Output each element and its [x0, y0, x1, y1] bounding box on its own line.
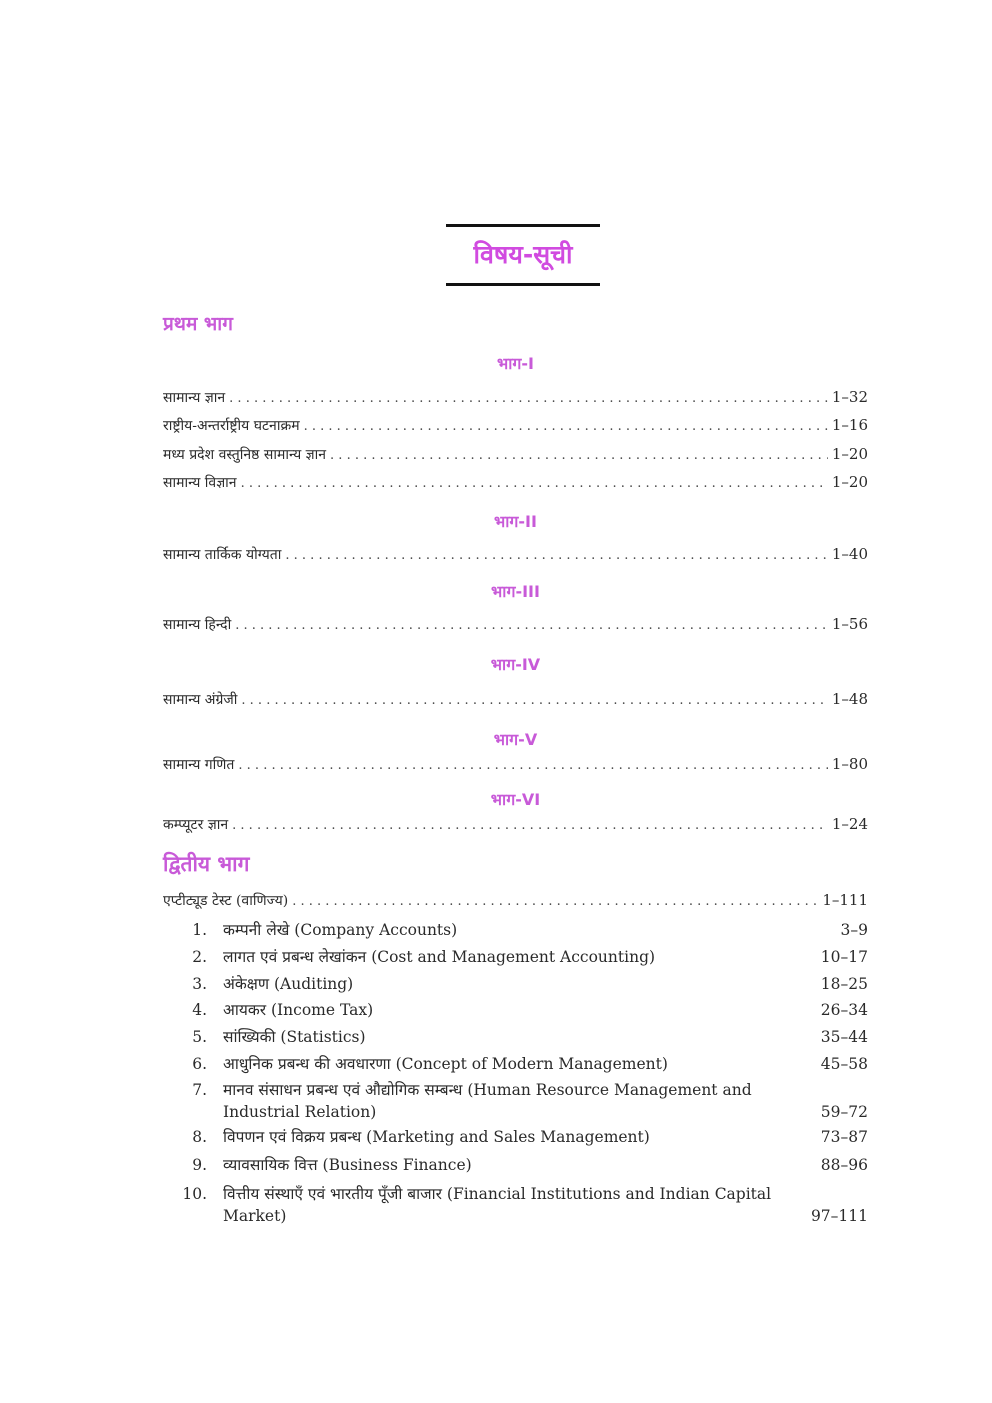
list-item: [163, 1053, 868, 1075]
toc-entry: [163, 386, 868, 410]
entry-label: सामान्य ज्ञान: [163, 390, 226, 406]
item-title: आधुनिक प्रबन्ध की अवधारणा (Concept of Modern Management): [223, 1055, 668, 1073]
entry-label: एप्टीट्यूड टेस्ट (वाणिज्य): [163, 893, 289, 909]
dot-leader: [241, 473, 828, 495]
dot-leader: [330, 445, 828, 467]
item-title: सांख्यिकी (Statistics): [223, 1028, 366, 1046]
dot-leader: [229, 388, 828, 410]
toc-entry: [163, 471, 868, 495]
section-heading-6: भाग-VI: [490, 790, 541, 809]
item-title: वित्तीय संस्थाएँ एवं भारतीय पूँजी बाजार (Financial Institutions and Indian Capital Market): [223, 1185, 772, 1225]
item-pages: 73–87: [820, 1128, 868, 1146]
list-item: [163, 1154, 868, 1176]
dot-leader: [304, 416, 828, 438]
item-title: आयकर (Income Tax): [223, 1001, 374, 1019]
dot-leader: [232, 815, 828, 837]
item-number: 1.: [192, 921, 207, 939]
entry-pages: 1–32: [831, 388, 868, 406]
item-number: 7.: [192, 1081, 207, 1099]
item-pages: 18–25: [820, 975, 868, 993]
toc-page: [163, 0, 868, 1403]
item-pages: 35–44: [820, 1028, 868, 1046]
item-number: 6.: [192, 1055, 207, 1073]
toc-entry: [163, 753, 868, 777]
item-number: 10.: [182, 1185, 207, 1203]
title-bottom-rule: [446, 283, 600, 286]
entry-label: मध्य प्रदेश वस्तुनिष्ठ सामान्य ज्ञान: [163, 447, 327, 463]
dot-leader: [241, 690, 827, 712]
section-heading-4: भाग-IV: [490, 655, 541, 674]
list-item: [163, 946, 868, 968]
item-number: 3.: [192, 975, 207, 993]
list-item: [163, 1183, 868, 1227]
item-pages: 97–111: [810, 1207, 868, 1225]
item-pages: 45–58: [820, 1055, 868, 1073]
item-number: 2.: [192, 948, 207, 966]
item-title: कम्पनी लेखे (Company Accounts): [223, 921, 458, 939]
dot-leader: [235, 615, 828, 637]
section-heading-1: भाग-I: [497, 354, 534, 373]
dot-leader: [238, 755, 827, 777]
item-title: अंकेक्षण (Auditing): [223, 975, 354, 993]
item-pages: 88–96: [820, 1156, 868, 1174]
entry-pages: 1–40: [831, 545, 868, 563]
entry-pages: 1–24: [831, 815, 868, 833]
item-pages: 59–72: [820, 1103, 868, 1121]
entry-label: सामान्य हिन्दी: [163, 617, 232, 633]
item-number: 5.: [192, 1028, 207, 1046]
section-heading-5: भाग-V: [493, 730, 538, 749]
list-item: [163, 999, 868, 1021]
dot-leader: [285, 545, 827, 567]
title-block: [446, 224, 600, 286]
entry-pages: 1–111: [822, 891, 868, 909]
item-number: 4.: [192, 1001, 207, 1019]
toc-entry: [163, 613, 868, 637]
toc-entry: [163, 688, 868, 712]
section-heading-3: भाग-III: [491, 582, 540, 601]
entry-label: सामान्य तार्किक योग्यता: [163, 547, 282, 563]
entry-pages: 1–56: [831, 615, 868, 633]
item-number: 8.: [192, 1128, 207, 1146]
list-item: [163, 1079, 868, 1123]
part2-heading: द्वितीय भाग: [163, 852, 250, 876]
list-item: [163, 919, 868, 941]
item-title: विपणन एवं विक्रय प्रबन्ध (Marketing and Sales Management): [223, 1128, 650, 1146]
entry-label: सामान्य अंग्रेजी: [163, 692, 238, 708]
entry-label: सामान्य विज्ञान: [163, 475, 237, 491]
item-pages: 3–9: [840, 921, 868, 939]
entry-label: कम्प्यूटर ज्ञान: [163, 817, 229, 833]
entry-pages: 1–16: [831, 416, 868, 434]
toc-entry: [163, 443, 868, 467]
toc-entry: [163, 543, 868, 567]
item-title: मानव संसाधन प्रबन्ध एवं औद्योगिक सम्बन्ध (Human Resource Management and Industrial Relation): [223, 1081, 752, 1121]
dot-leader: [292, 891, 818, 913]
list-item: [163, 973, 868, 995]
toc-entry: [163, 414, 868, 438]
list-item: [163, 1126, 868, 1148]
list-item: [163, 1026, 868, 1048]
item-title: व्यावसायिक वित्त (Business Finance): [223, 1156, 472, 1174]
entry-pages: 1–48: [831, 690, 868, 708]
toc-entry: [163, 813, 868, 837]
entry-pages: 1–20: [831, 473, 868, 491]
item-pages: 26–34: [820, 1001, 868, 1019]
part1-heading: प्रथम भाग: [163, 313, 233, 335]
entry-pages: 1–20: [831, 445, 868, 463]
section-heading-2: भाग-II: [494, 512, 537, 531]
toc-entry: [163, 889, 868, 913]
page-title: विषय-सूची: [473, 240, 573, 269]
entry-label: सामान्य गणित: [163, 757, 235, 773]
entry-label: राष्ट्रीय-अन्तर्राष्ट्रीय घटनाक्रम: [163, 418, 300, 434]
item-title: लागत एवं प्रबन्ध लेखांकन (Cost and Management Accounting): [223, 948, 656, 966]
item-pages: 10–17: [820, 948, 868, 966]
item-number: 9.: [192, 1156, 207, 1174]
entry-pages: 1–80: [831, 755, 868, 773]
